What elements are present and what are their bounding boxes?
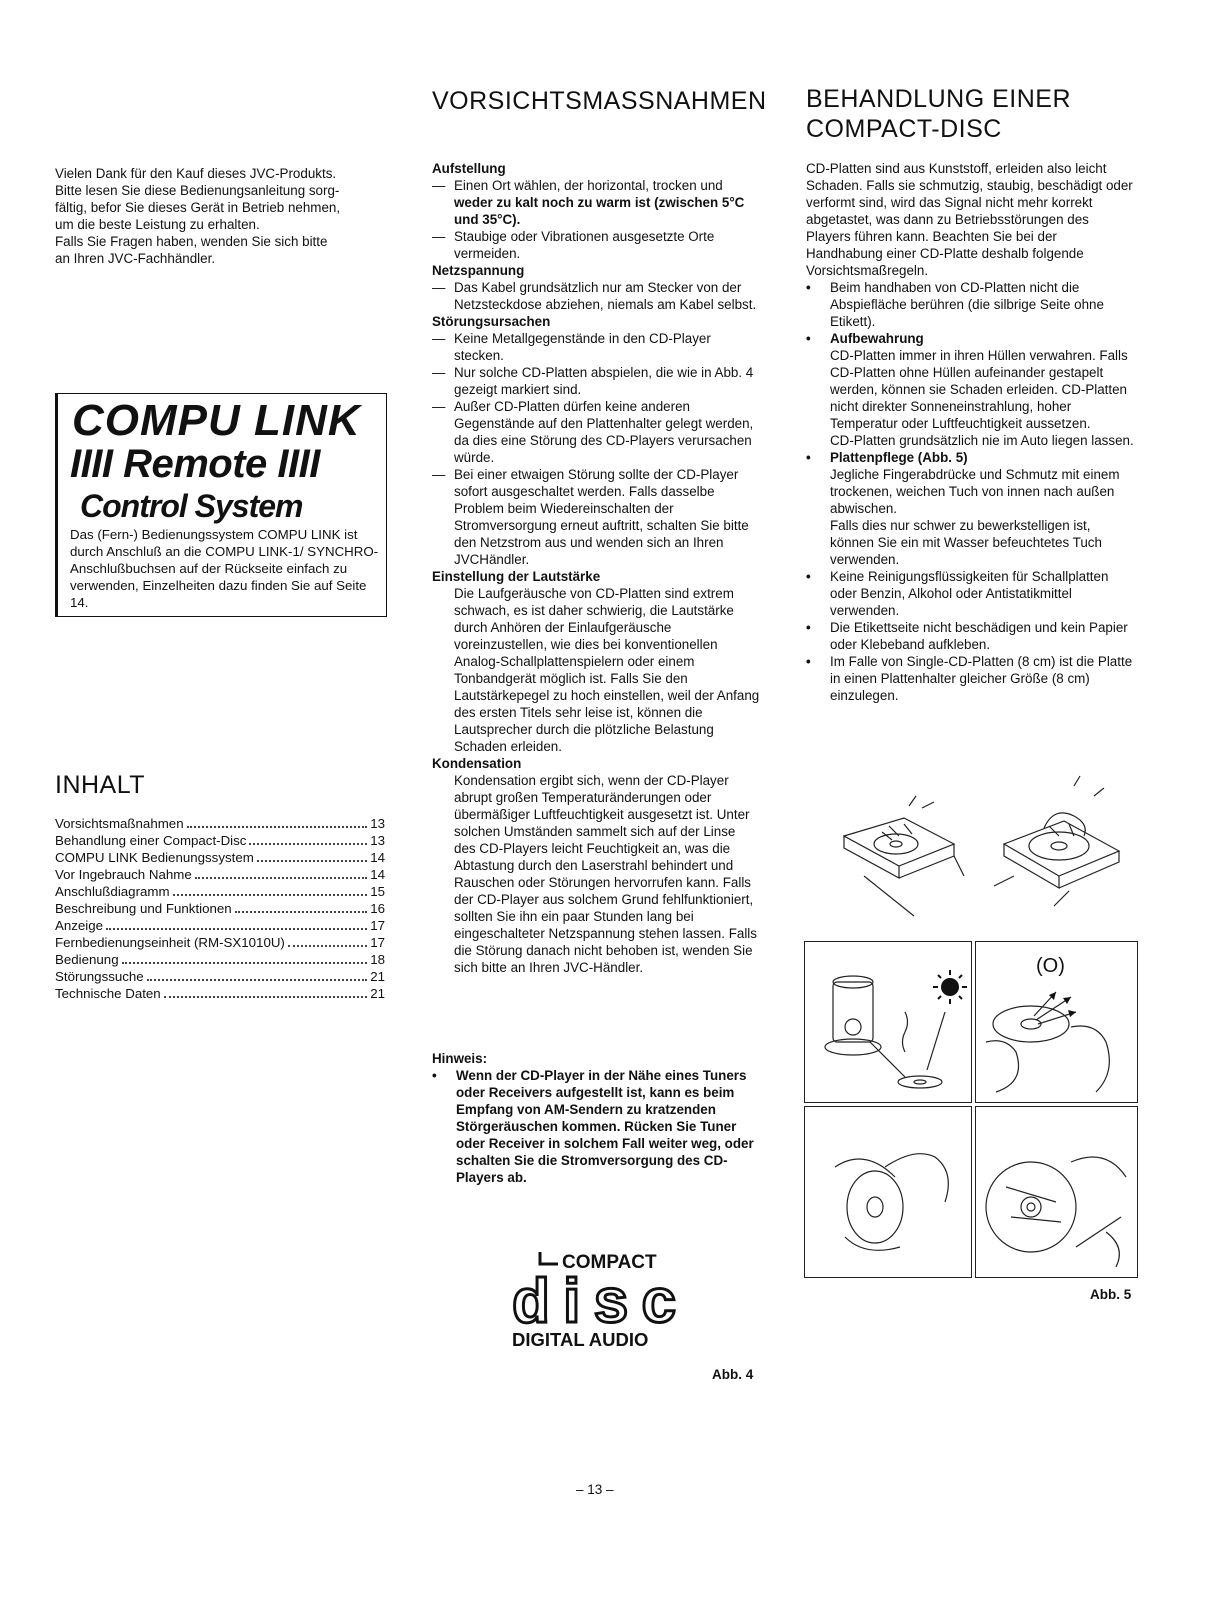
toc-row[interactable] — [55, 832, 385, 849]
toc-leader — [106, 917, 367, 930]
toc-row[interactable] — [55, 883, 385, 900]
storage-heat-illustration — [804, 941, 972, 1103]
list-item: — Keine Metallgegenstände in den CD-Player stecken. — [432, 330, 760, 364]
toc-leader — [164, 985, 368, 998]
list-item: — Nur solche CD-Platten abspielen, die wie in Abb. 4 gezeigt markiert sind. — [432, 364, 760, 398]
toc-title: Behandlung einer Compact-Disc — [55, 833, 247, 848]
toc-page: 16 — [370, 901, 385, 916]
intro-line: an Ihren JVC-Fachhändler. — [55, 251, 216, 266]
list-item: • Keine Reinigungsflüssigkeiten für Schallplatten oder Benzin, Alkohol oder Antistatikmittel verwenden. — [806, 568, 1136, 619]
toc-page: 21 — [370, 986, 385, 1001]
fig5-label: (O) — [1036, 955, 1065, 977]
toc-title: COMPU LINK Bedienungssystem — [55, 850, 254, 865]
behandlung-intro: CD-Platten sind aus Kunststoff, erleiden also leicht Schaden. Falls sie schmutzig, staubig, beschädigt oder verformt sind, wird das Signal nicht mehr korrekt abgetastet, was dann zu Betriebsstörungen des Players führen kann. Beachten Sie bei der Handhabung einer CD-Platte deshalb folgende Vorsichtsmaßregeln. — [806, 161, 1133, 278]
intro-text — [55, 165, 385, 267]
toc-leader — [187, 815, 368, 828]
section-text: Die Laufgeräusche von CD-Platten sind extrem schwach, es ist daher schwierig, die Lautstärke durch Anhören der Einlaufgeräusche voreinzustellen, wie dies bei konventionellen Analog-Schallplattenspielern oder einem Tonbandgerät möglich ist. Falls Sie den Lautstärkepegel zu hoch einstellen, weil der Anfang des ersten Titels sehr leise ist, können die Lautsprecher durch die plötzliche Belastung Schaden erleiden. — [454, 586, 760, 754]
list-item: • Wenn der CD-Player in der Nähe eines Tuners oder Receivers aufgestellt ist, kann es beim Empfang von AM-Sendern zu kratzenden Störgeräuschen kommen. Rücken Sie Tuner oder Receiver in solchem Fall weiter weg, oder schalten Sie die Stromversorgung des CD-Players ab. — [432, 1067, 760, 1186]
item-heading: Aufbewahrung — [830, 331, 924, 346]
section-text: Kondensation ergibt sich, wenn der CD-Player abrupt großen Temperaturänderungen oder übermäßiger Luftfeuchtigkeit ausgesetzt ist. Unter solchen Umständen sammelt sich auf der Linse des CD-Players leicht Feuchtigkeit an, was die Abtastung durch den Laserstrahl behindert und Rauschen oder Störungen hervorrufen kann. Falls der CD-Player aus solchem Grund fehlfunktioniert, sollten Sie ihn ein paar Stunden lang bei eingeschalteter Netzspannung stehen lassen. Falls die Störung danach nicht behoben ist, wenden Sie sich bitte an Ihren JVC-Händler. — [454, 773, 757, 975]
compulink-description: Das (Fern-) Bedienungssystem COMPU LINK ist durch Anschluß an die COMPU LINK-1/ SYNCHRO-Anschlußbuchsen auf der Rückseite einfach zu verwenden, Einzelheiten dazu finden Sie auf Seite 14. — [70, 527, 379, 610]
item-text: Jegliche Fingerabdrücke und Schmutz mit einem trockenen, weichen Tuch von innen nach außen abwischen. — [830, 467, 1120, 516]
item-text: Außer CD-Platten dürfen keine anderen Gegenstände auf den Plattenhalter gelegt werden, da dies eine Störung des CD-Players verursachen würde. — [454, 399, 754, 465]
toc-leader — [257, 849, 367, 862]
behandlung-title-line2: COMPACT-DISC — [806, 115, 1002, 143]
toc-page: 18 — [370, 952, 385, 967]
figure-5-illustrations — [804, 766, 1136, 1276]
toc-leader — [249, 832, 367, 845]
toc-row[interactable] — [55, 849, 385, 866]
item-text: Beim handhaben von CD-Platten nicht die Abspiefläche berühren (die silbrige Seite ohne Etikett). — [830, 280, 1104, 329]
toc-leader — [195, 866, 367, 879]
toc-title: Technische Daten — [55, 986, 161, 1001]
section-heading: Einstellung der Lautstärke — [432, 569, 601, 584]
item-text: Im Falle von Single-CD-Platten (8 cm) ist die Platte in einen Plattenhalter gleicher Größe (8 cm) einzulegen. — [830, 654, 1133, 703]
behandlung-body — [806, 160, 1136, 704]
behandlung-title-line1: BEHANDLUNG EINER — [806, 85, 1071, 113]
list-item: • Aufbewahrung CD-Platten immer in ihren Hüllen verwahren. Falls CD-Platten ohne Hüllen aufeinander gestapelt werden, können sie Schaden erleiden. CD-Platten nicht direkter Sonneneinstrahlung, hoher Temperatur oder Luftfeuchtigkeit aussetzen. CD-Platten grundsätzlich nie im Auto liegen lassen. — [806, 330, 1136, 449]
toc-page: 21 — [370, 969, 385, 984]
toc-page: 15 — [370, 884, 385, 899]
toc-page: 13 — [370, 833, 385, 848]
item-text: Falls dies nur schwer zu bewerkstelligen ist, können Sie ein mit Wasser befeuchtetes Tuch verwenden. — [830, 518, 1102, 567]
hinweis-block — [432, 1050, 760, 1186]
item-text: Keine Reinigungsflüssigkeiten für Schallplatten oder Benzin, Alkohol oder Antistatikmittel verwenden. — [830, 569, 1109, 618]
list-item: — Bei einer etwaigen Störung sollte der CD-Player sofort ausgeschaltet werden. Falls dasselbe Problem beim Wiedereinschalten der Stromversorgung erneut auftritt, schalten Sie bitte den Netzstrom aus und wenden sich an Ihren JVCHändler. — [432, 466, 760, 568]
toc-title: Störungssuche — [55, 969, 144, 984]
item-text: CD-Platten grundsätzlich nie im Auto liegen lassen. — [830, 433, 1134, 448]
page-number: – 13 – — [576, 1482, 614, 1497]
cd-logo-middle: disc — [512, 1267, 674, 1336]
item-heading: Plattenpflege (Abb. 5) — [830, 450, 968, 465]
toc-row[interactable] — [55, 866, 385, 883]
toc-row[interactable] — [55, 951, 385, 968]
intro-line: fältig, befor Sie dieses Gerät in Betrieb nehmen, — [55, 200, 341, 215]
intro-line: Vielen Dank für den Kauf dieses JVC-Produkts. — [55, 166, 337, 181]
compulink-box — [55, 393, 387, 617]
intro-line: Bitte lesen Sie diese Bedienungsanleitung sorg- — [55, 183, 340, 198]
hold-disc-edge-illustration — [804, 1106, 972, 1278]
list-item: — Das Kabel grundsätzlich nur am Stecker von der Netzsteckdose abziehen, niemals am Kabel selbst. — [432, 279, 760, 313]
intro-line: Falls Sie Fragen haben, wenden Sie sich bitte — [55, 234, 328, 249]
toc-leader — [173, 883, 368, 896]
toc-title: Anzeige — [55, 918, 104, 933]
toc-row[interactable] — [55, 815, 385, 832]
toc-row[interactable] — [55, 934, 385, 951]
toc-title: Fernbedienungseinheit (RM-SX1010U) — [55, 935, 285, 950]
toc-leader — [235, 900, 368, 913]
compact-disc-logo — [510, 1250, 680, 1350]
toc-leader — [288, 934, 367, 947]
section-heading: Aufstellung — [432, 161, 506, 176]
toc-leader — [147, 968, 368, 981]
inhalt-title: INHALT — [55, 771, 146, 799]
cd-logo-bottom: DIGITAL AUDIO — [512, 1329, 649, 1350]
list-item: — Einen Ort wählen, der horizontal, trocken und weder zu kalt noch zu warm ist (zwischen 5°C und 35°C). — [432, 178, 745, 227]
toc-page: 17 — [370, 935, 385, 950]
item-text: Einen Ort wählen, der horizontal, trocken und — [454, 178, 723, 193]
list-item: • Die Etikettseite nicht beschädigen und kein Papier oder Klebeband aufkleben. — [806, 619, 1136, 653]
figure-label-abb5: Abb. 5 — [1090, 1287, 1132, 1302]
toc-page: 14 — [370, 867, 385, 882]
toc-title: Vorsichtsmaßnahmen — [55, 816, 184, 831]
toc-page: 13 — [370, 816, 385, 831]
item-text: Nur solche CD-Platten abspielen, die wie in Abb. 4 gezeigt markiert sind. — [454, 365, 754, 397]
wipe-disc-illustration — [975, 941, 1138, 1103]
intro-line: um die beste Leistung zu erhalten. — [55, 217, 260, 232]
list-item: • Plattenpflege (Abb. 5) Jegliche Fingerabdrücke und Schmutz mit einem trockenen, weichen Tuch von innen nach außen abwischen. Falls dies nur schwer zu bewerkstelligen ist, können Sie ein mit Wasser befeuchtetes Tuch verwenden. — [806, 449, 1136, 568]
item-text: Staubige oder Vibrationen ausgesetzte Orte vermeiden. — [454, 229, 715, 261]
toc-row[interactable] — [55, 900, 385, 917]
toc-title: Bedienung — [55, 952, 119, 967]
behandlung-title — [806, 84, 1136, 144]
toc-title: Beschreibung und Funktionen — [55, 901, 232, 916]
list-item: • Beim handhaben von CD-Platten nicht die Abspiefläche berühren (die silbrige Seite ohne Etikett). — [806, 279, 1136, 330]
figure-label-abb4: Abb. 4 — [712, 1367, 754, 1382]
toc-page: 14 — [370, 850, 385, 865]
disc-tray-illustration — [804, 766, 1136, 936]
hinweis-heading: Hinweis: — [432, 1051, 488, 1066]
toc-row[interactable] — [55, 968, 385, 985]
toc-leader — [122, 951, 368, 964]
section-heading: Störungsursachen — [432, 314, 551, 329]
list-item: • Im Falle von Single-CD-Platten (8 cm) ist die Platte in einen Plattenhalter gleicher Größe (8 cm) einzulegen. — [806, 653, 1136, 704]
section-heading: Kondensation — [432, 756, 522, 771]
hinweis-text: Wenn der CD-Player in der Nähe eines Tuners oder Receivers aufgestellt ist, kann es beim Empfang von AM-Sendern zu kratzenden Störgeräuschen kommen. Rücken Sie Tuner oder Receiver in solchem Fall weiter weg, oder schalten Sie die Stromversorgung des CD-Players ab. — [456, 1068, 754, 1185]
section-heading: Netzspannung — [432, 263, 525, 278]
item-text: Die Etikettseite nicht beschädigen und kein Papier oder Klebeband aufkleben. — [830, 620, 1128, 652]
list-item: — Staubige oder Vibrationen ausgesetzte Orte vermeiden. — [432, 228, 760, 262]
compulink-logo-line1: COMPU LINK — [72, 396, 361, 445]
item-text: CD-Platten immer in ihren Hüllen verwahren. Falls CD-Platten ohne Hüllen aufeinander gestapelt werden, können sie Schaden erleiden. CD-Platten nicht direkter Sonneneinstrahlung, hoher Temperatur oder Luftfeuchtigkeit aussetzen. — [830, 348, 1128, 431]
compulink-logo-line3: Control System — [80, 488, 303, 524]
toc-row[interactable] — [55, 985, 385, 1002]
item-text-bold: weder zu kalt noch zu warm ist (zwischen 5°C und 35°C). — [454, 195, 745, 227]
vorsicht-title: VORSICHTSMASSNAHMEN — [432, 87, 767, 115]
item-text: Keine Metallgegenstände in den CD-Player stecken. — [454, 331, 711, 363]
item-text: Das Kabel grundsätzlich nur am Stecker von der Netzsteckdose abziehen, niemals am Kabel selbst. — [454, 280, 757, 312]
toc-page: 17 — [370, 918, 385, 933]
table-of-contents — [55, 815, 385, 1002]
compact-disc-logo-graphic — [510, 1250, 680, 1350]
sun-icon — [941, 978, 959, 996]
toc-row[interactable] — [55, 917, 385, 934]
toc-title: Vor Ingebrauch Nahme — [55, 867, 192, 882]
vorsicht-body — [432, 160, 760, 976]
toc-title: Anschlußdiagramm — [55, 884, 170, 899]
item-text: Bei einer etwaigen Störung sollte der CD-Player sofort ausgeschaltet werden. Falls dasselbe Problem beim Wiedereinschalten der Stromversorgung erneut auftritt, schalten Sie bitte den Netzstrom aus und wenden sich an Ihren JVCHändler. — [454, 467, 749, 567]
cd-logo-top: COMPACT — [562, 1252, 657, 1273]
label-writing-illustration — [975, 1106, 1138, 1278]
list-item: — Außer CD-Platten dürfen keine anderen Gegenstände auf den Plattenhalter gelegt werden, da dies eine Störung des CD-Players verursachen würde. — [432, 398, 760, 466]
compulink-logo-line2: IIII Remote IIII — [70, 442, 320, 486]
